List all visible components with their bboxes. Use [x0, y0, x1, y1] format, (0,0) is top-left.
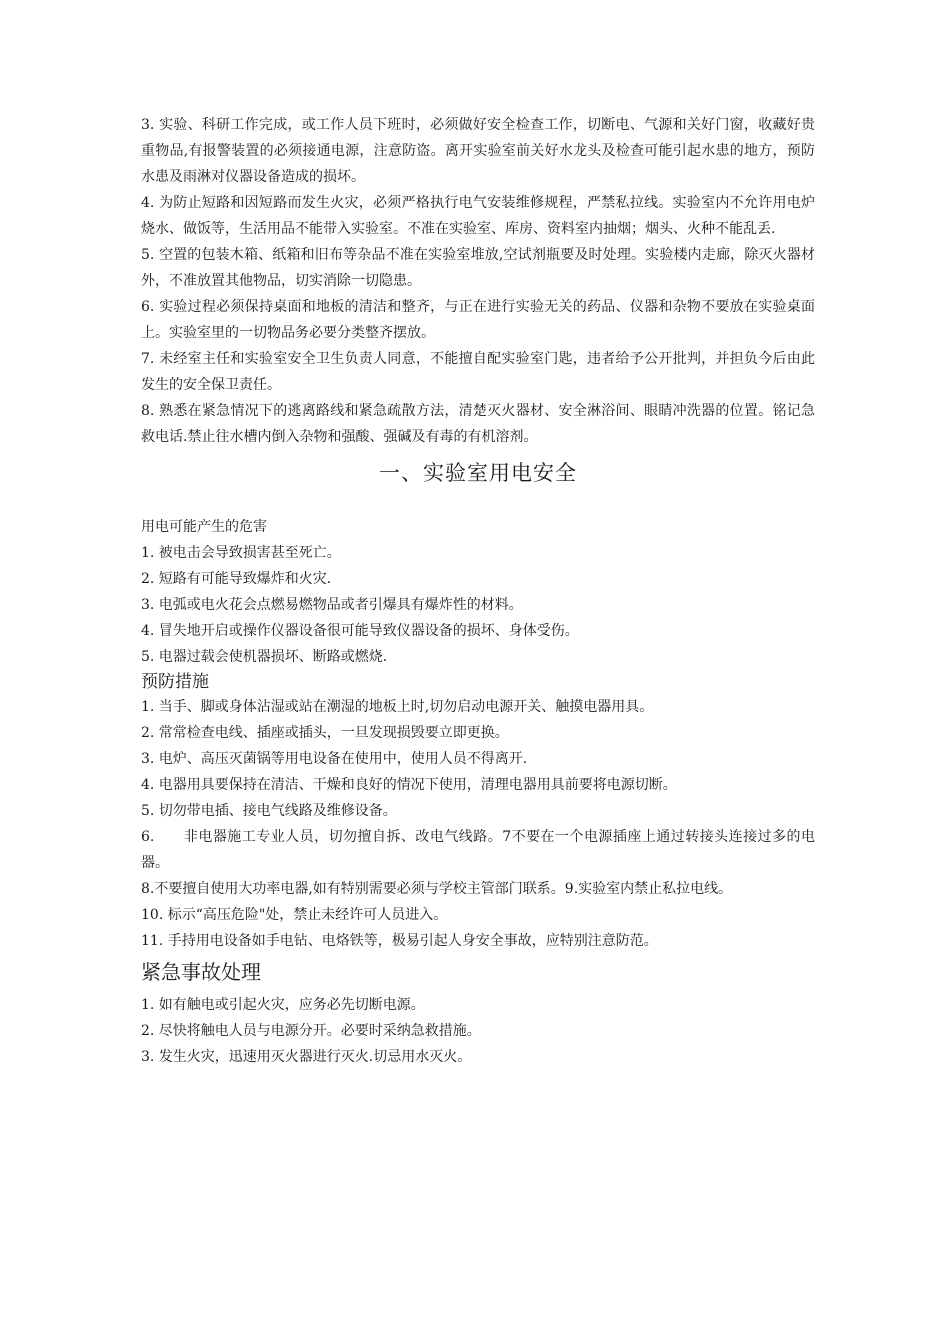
hazard-item-4: 4. 冒失地开启或操作仪器设备很可能导致仪器设备的损坏、身体受伤。	[141, 623, 579, 639]
prevention-item-11: 11. 手持用电设备如手电钻、电烙铁等，极易引起人身安全事故，应特别注意防范。	[141, 933, 658, 949]
emergency-item-3: 3. 发生火灾，迅速用灭火器进行灭火.切忌用水灭火。	[141, 1049, 472, 1065]
prevention-item-10: 10. 标示“高压危险"处，禁止未经许可人员进入。	[141, 907, 448, 923]
prevention-item-4: 4. 电器用具要保持在清洁、干燥和良好的情况下使用，清理电器用具前要将电源切断。	[141, 777, 677, 793]
section-title: 一、实验室用电安全	[379, 461, 577, 485]
rule-5: 5. 空置的包装木箱、纸箱和旧布等杂品不准在实验室堆放,空试剂瓶要及时处理。实验楼内走廊，除灭火器材外，不准放置其他物品，切实消除一切隐患。	[141, 247, 815, 289]
prevention-item-2: 2. 常常检查电线、插座或插头，一旦发现损毁要立即更换。	[141, 725, 509, 741]
prevention-item-3: 3. 电炉、高压灭菌锅等用电设备在使用中，使用人员不得离开.	[141, 751, 528, 767]
hazard-item-3: 3. 电弧或电火花会点燃易燃物品或者引爆具有爆炸性的材料。	[141, 597, 523, 613]
prevention-item-6: 6. 非电器施工专业人员，切勿擅自拆、改电气线路。7不要在一个电源插座上通过转接头连接过多的电器。	[141, 829, 815, 871]
document-page	[141, 112, 815, 1070]
rule-4: 4. 为防止短路和因短路而发生火灾，必须严格执行电气安装维修规程，严禁私拉线。实验室内不允许用电炉烧水、做饭等，生活用品不能带入实验室。不准在实验室、库房、资料室内抽烟；烟头、火种不能乱丢.	[141, 195, 815, 237]
prevention-item-1: 1. 当手、脚或身体沾湿或站在潮湿的地板上时,切勿启动电源开关、触摸电器用具。	[141, 699, 654, 715]
prevention-title: 预防措施	[141, 672, 209, 692]
hazard-item-1: 1. 被电击会导致损害甚至死亡。	[141, 545, 341, 561]
hazard-item-2: 2. 短路有可能导致爆炸和火灾.	[141, 571, 332, 587]
rule-8: 8. 熟悉在紧急情况下的逃离路线和紧急疏散方法，清楚灭火器材、安全淋浴间、眼睛冲洗器的位置。铭记急救电话.禁止往水槽内倒入杂物和强酸、强碱及有毒的有机溶剂。	[141, 403, 815, 445]
hazards-title: 用电可能产生的危害	[141, 519, 267, 535]
emergency-item-1: 1. 如有触电或引起火灾，应务必先切断电源。	[141, 997, 425, 1013]
rule-3: 3. 实验、科研工作完成，或工作人员下班时，必须做好安全检查工作，切断电、气源和关好门窗，收藏好贵重物品,有报警装置的必须接通电源，注意防盗。离开实验室前关好水龙头及检查可能引起水患的地方，预防水患及雨淋对仪器设备造成的损坏。	[141, 117, 815, 185]
emergency-item-2: 2. 尽快将触电人员与电源分开。必要时采纳急救措施。	[141, 1023, 481, 1039]
emergency-title: 紧急事故处理	[141, 960, 261, 984]
prevention-item-5: 5. 切勿带电插、接电气线路及维修设备。	[141, 803, 397, 819]
prevention-item-8: 8.不要擅自使用大功率电器,如有特别需要必须与学校主管部门联系。9.实验室内禁止私拉电线。	[141, 881, 733, 897]
rule-6: 6. 实验过程必须保持桌面和地板的清洁和整齐，与正在进行实验无关的药品、仪器和杂物不要放在实验桌面上。实验室里的一切物品务必要分类整齐摆放。	[141, 299, 815, 341]
hazard-item-5: 5. 电器过载会使机器损坏、断路或燃烧.	[141, 649, 388, 665]
rule-7: 7. 未经室主任和实验室安全卫生负责人同意，不能擅自配实验室门匙，违者给予公开批判，并担负今后由此发生的安全保卫责任。	[141, 351, 815, 393]
